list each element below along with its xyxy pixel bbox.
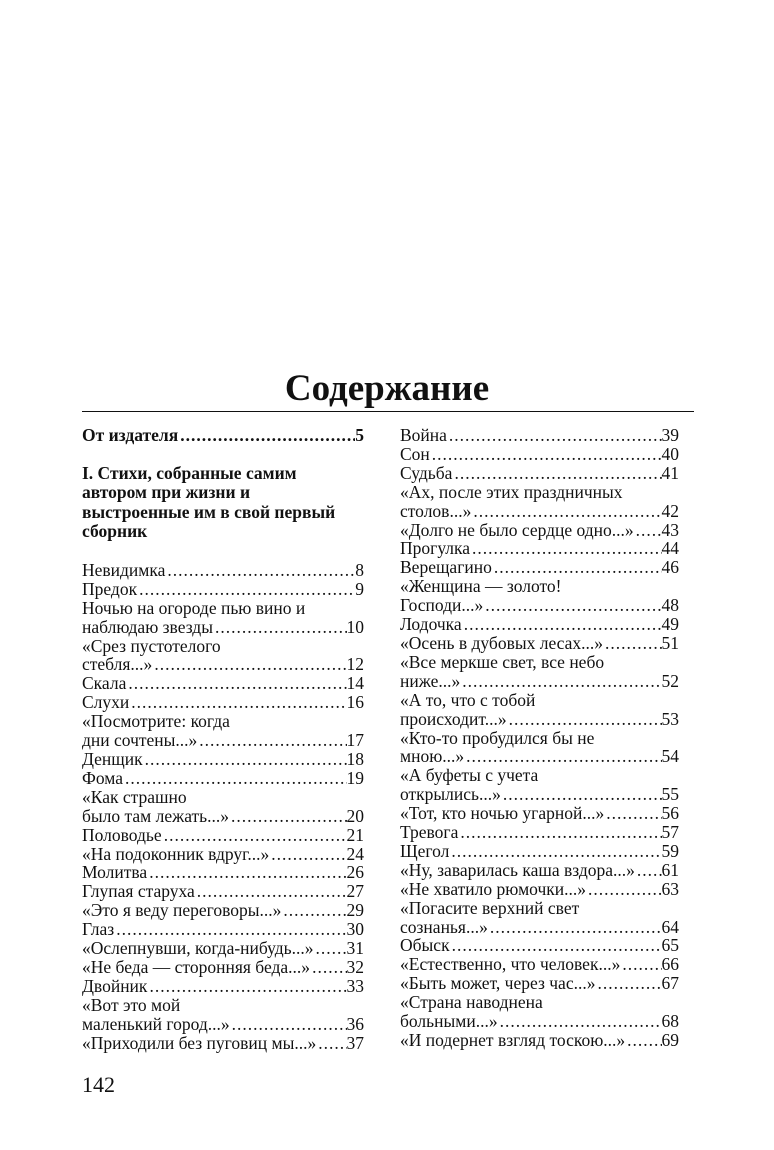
leader-dots [447,426,662,445]
toc-entry-lead: «Все меркше свет, все небо [400,651,605,672]
toc-entry [400,539,679,558]
toc-entry-title: больными...» [400,1011,498,1032]
leader-dots [152,655,346,674]
leader-dots [281,901,346,920]
toc-entry-title: «Ну, заварилась каша вздора...» [400,859,635,880]
toc-entry-page: 20 [346,805,364,826]
toc-entry-title: Денщик [82,748,143,769]
toc-entry [82,580,364,599]
toc-entry-title: столов...» [400,500,472,521]
toc-entry [400,483,679,521]
toc-entry-line [82,580,364,599]
toc-entry [82,561,364,580]
toc-entry-title: «Тот, кто ночью угарной...» [400,803,605,824]
toc-entry-line [400,445,679,464]
toc-entry-page: 24 [346,843,364,864]
leader-dots [430,445,662,464]
toc-entry-page: 31 [346,938,364,959]
toc-entry-title: мною...» [400,746,465,767]
toc-entry-page: 65 [661,935,679,956]
toc-entry-title: Предок [82,578,138,599]
toc-entry-page: 14 [346,673,364,694]
toc-entry-line [82,882,364,901]
leader-dots [462,615,662,634]
leader-dots [230,1015,347,1034]
leader-dots [498,1012,662,1031]
leader-dots [634,521,662,540]
toc-entry [400,936,679,955]
toc-entry-line [82,920,364,939]
toc-entry [400,1031,679,1050]
toc-entry-line [82,939,364,958]
leader-dots [460,672,661,691]
toc-entry [82,826,364,845]
toc-entry [400,445,679,464]
leader-dots [620,955,661,974]
toc-entry-page: 42 [661,500,679,521]
toc-entry-line [82,769,364,788]
toc-entry-title: сознанья...» [400,916,488,937]
toc-entry-lead: «Ах, после этих праздничных [400,481,623,502]
toc-entry-line [82,977,364,996]
toc-entry-page: 32 [346,956,364,977]
toc-entry-title: «Ослепнувши, когда-нибудь...» [82,938,314,959]
toc-entry-lead: «Как страшно [82,786,187,807]
toc-entry-line [400,936,679,955]
toc-entry [400,577,679,615]
toc-entry [82,958,364,977]
toc-entry-page: 54 [661,746,679,767]
toc-entry-page: 5 [355,425,364,445]
toc-entry-title: Судьба [400,462,453,483]
toc-entry [400,899,679,937]
leader-dots [126,674,346,693]
toc-entry-lead: «Погасите верхний свет [400,897,580,918]
toc-entry-page: 19 [346,767,364,788]
leader-dots [129,693,346,712]
toc-entry [400,823,679,842]
toc-entry-page: 51 [661,632,679,653]
toc-entry-lead: «Страна наводнена [400,992,543,1013]
toc-entry-page: 52 [661,670,679,691]
toc-entry-line [400,672,679,691]
leader-dots [471,502,661,521]
leader-dots [483,596,661,615]
toc-entry-lead: Ночью на огороде пью вино и [82,597,306,618]
toc-entry-lead: «Женщина — золото! [400,576,562,597]
toc-entry-line [82,618,364,637]
toc-entry-page: 9 [355,578,364,599]
leader-dots [195,882,347,901]
leader-dots [470,539,661,558]
leader-dots [604,804,661,823]
toc-entry-page: 37 [346,1032,364,1053]
toc-entry [82,863,364,882]
toc-entry-title: От издателя [82,425,179,445]
toc-list-right [400,426,679,1050]
toc-entry-lead: «Кто-то пробудился бы не [400,727,595,748]
leader-dots [458,823,661,842]
leader-dots [310,958,346,977]
leader-dots [501,785,662,804]
leader-dots [314,939,347,958]
toc-entry [82,882,364,901]
toc-entry-page: 69 [661,1030,679,1050]
toc-entry-title: «На подоконник вдруг...» [82,843,270,864]
toc-entry [400,634,679,653]
toc-entry-intro [82,426,364,445]
toc-entry-title: Господи...» [400,595,484,616]
leader-dots [488,918,662,937]
leader-dots [147,977,346,996]
toc-entry-page: 43 [661,519,679,540]
toc-entry-title: стебля...» [82,654,153,675]
toc-entry [82,788,364,826]
toc-entry-title: Тревога [400,822,459,843]
toc-entry-page: 30 [346,919,364,940]
toc-entry-page: 26 [346,862,364,883]
toc-entry-title: Слухи [82,692,130,713]
toc-entry-title: маленький город...» [82,1013,230,1034]
toc-entry-title: дни сочтены...» [82,730,198,751]
toc-entry-lead: «А то, что с тобой [400,689,536,710]
toc-entry-line [400,615,679,634]
toc-entry-line [400,842,679,861]
toc-entry-title: Молитва [82,862,148,883]
toc-entry-title: Лодочка [400,614,462,635]
leader-dots [452,464,661,483]
toc-entry-page: 33 [346,975,364,996]
leader-dots [123,769,347,788]
toc-entry-title: «Не беда — сторонняя беда...» [82,956,311,977]
toc-entry-line [400,521,679,540]
leader-dots [450,936,662,955]
toc-entry-page: 16 [346,692,364,713]
toc-entry [400,766,679,804]
toc-entry-line [400,880,679,899]
leader-dots [492,558,662,577]
toc-entry-title: «И подернет взгляд тоскою...» [400,1030,626,1050]
toc-entry [82,769,364,788]
toc-list-left [82,561,364,1053]
toc-entry-page: 57 [661,822,679,843]
toc-entry-title: Невидимка [82,559,166,580]
toc-entry-line [82,1034,364,1053]
toc-entry [82,637,364,675]
toc-entry-page: 44 [661,538,679,559]
toc-entry [82,996,364,1034]
toc-entry [82,977,364,996]
toc-entry-title: «Быть может, через час...» [400,973,596,994]
toc-entry-line [400,955,679,974]
toc-entry-line [400,1031,679,1050]
toc-entry-page: 10 [346,616,364,637]
toc-entry [82,693,364,712]
toc-entry [400,464,679,483]
toc-entry-page: 68 [661,1011,679,1032]
leader-dots [316,1034,346,1053]
toc-entry-line [400,785,679,804]
toc-entry-title: было там лежать...» [82,805,230,826]
page-title: Содержание [284,368,490,409]
toc-entry-page: 63 [661,878,679,899]
toc-entry-title: «Это я веду переговоры...» [82,900,282,921]
toc-entry-title: Глаз [82,919,115,940]
toc-entry-line [82,958,364,977]
toc-entry-line [82,826,364,845]
toc-entry-line [400,426,679,445]
toc-entry-title: Двойник [82,975,148,996]
leader-dots [147,863,346,882]
toc-entry [82,939,364,958]
toc-entry-line [400,710,679,729]
toc-entry [400,558,679,577]
toc-entry-line [400,974,679,993]
toc-entry-page: 29 [346,900,364,921]
leader-dots [114,920,346,939]
toc-entry-title: «Долго не было сердце одно...» [400,519,634,540]
toc-entry [400,521,679,540]
toc-entry-page: 53 [661,708,679,729]
toc-entry-page: 21 [346,824,364,845]
toc-entry [82,920,364,939]
toc-entry [400,993,679,1031]
toc-entry-page: 17 [346,730,364,751]
toc-entry-page: 48 [661,595,679,616]
leader-dots [507,710,662,729]
toc-entry-line [82,674,364,693]
toc-entry [82,845,364,864]
toc-entry-title: Половодье [82,824,162,845]
toc-entry [400,974,679,993]
toc-entry-lead: «Срез пустотелого [82,635,221,656]
toc-left-column [82,426,364,1052]
toc-entry-line [400,861,679,880]
leader-dots [635,861,662,880]
toc-entry-page: 66 [661,954,679,975]
toc-entry-title: Щегол [400,840,450,861]
toc-entry-line [82,845,364,864]
toc-entry-page: 61 [661,859,679,880]
toc-entry-title: Скала [82,673,127,694]
toc-entry-title: открылись...» [400,784,501,805]
leader-dots [229,807,346,826]
toc-entry-page: 56 [661,803,679,824]
toc-entry [400,955,679,974]
toc-entry [82,674,364,693]
toc-entry-page: 67 [661,973,679,994]
leader-dots [197,731,346,750]
toc-entry-line [82,901,364,920]
leader-dots [269,845,346,864]
toc-entry-title: «Приходили без пуговиц мы...» [82,1032,317,1053]
title-rule [82,411,694,412]
toc-entry-title: «Не хватило рюмочки...» [400,878,587,899]
toc-entry-line [400,1012,679,1031]
toc-entry [82,712,364,750]
toc-entry-line [400,747,679,766]
toc-entry [400,804,679,823]
toc-entry [400,426,679,445]
toc-entry [400,842,679,861]
toc-entry-line [400,464,679,483]
toc-entry-page: 64 [661,916,679,937]
toc-entry-line [82,807,364,826]
toc-entry-title: Сон [400,443,430,464]
toc-entry-line [400,502,679,521]
toc-entry [400,861,679,880]
toc-entry-title: Фома [82,767,123,788]
toc-entry-line [82,731,364,750]
toc-entry-page: 55 [661,784,679,805]
leader-dots [137,580,355,599]
toc-entry [82,901,364,920]
toc-entry [400,729,679,767]
toc-entry-title: происходит...» [400,708,507,729]
toc-entry [400,653,679,691]
toc-entry-title: Верещагино [400,557,492,578]
toc-entry-line [82,561,364,580]
toc-entry-line [400,634,679,653]
toc-entry-line [82,693,364,712]
toc-entry-page: 46 [661,557,679,578]
toc-entry-line [400,558,679,577]
leader-dots [162,826,347,845]
leader-dots [464,747,661,766]
toc-entry-page: 40 [661,443,679,464]
toc-entry [82,750,364,769]
leader-dots [586,880,661,899]
toc-entry-title: Обыск [400,935,450,956]
toc-entry-page: 12 [346,654,364,675]
toc-entry-title: Глупая старуха [82,881,195,902]
leader-dots [178,426,355,445]
toc-right-column [400,426,679,1050]
leader-dots [143,750,347,769]
section-heading: I. Стихи, собранные самим автором при жизни и выстроенные им в свой первый сборник [82,462,336,542]
toc-entry-line [400,804,679,823]
toc-entry [400,880,679,899]
toc-entry-page: 18 [346,748,364,769]
toc-entry-page: 39 [661,425,679,445]
toc-entry-lead: «Вот это мой [82,994,181,1015]
toc-entry [400,691,679,729]
toc-entry-lead: «Посмотрите: когда [82,711,230,732]
leader-dots [449,842,661,861]
toc-entry-title: Война [400,425,447,445]
toc-entry-line [82,1015,364,1034]
leader-dots [625,1031,661,1050]
leader-dots [213,618,347,637]
toc-entry-line [400,596,679,615]
toc-entry-title: «Осень в дубовых лесах...» [400,632,604,653]
toc-entry-line [82,863,364,882]
toc-entry-title: наблюдаю звезды [82,616,213,637]
toc-entry [400,615,679,634]
leader-dots [165,561,355,580]
toc-entry-line [400,539,679,558]
toc-entry-line [400,918,679,937]
toc-entry-page: 59 [661,840,679,861]
toc-entry-line [82,750,364,769]
toc-entry-title: Прогулка [400,538,471,559]
toc-entry [82,599,364,637]
toc-entry-line [82,655,364,674]
toc-entry-page: 49 [661,614,679,635]
toc-entry-page: 27 [346,881,364,902]
toc-entry-title: «Естественно, что человек...» [400,954,621,975]
toc-entry-page: 41 [661,462,679,483]
leader-dots [595,974,661,993]
toc-entry [82,1034,364,1053]
page-number: 142 [82,1072,115,1097]
toc-entry-lead: «А буфеты с учета [400,765,539,786]
toc-entry-title: ниже...» [400,670,461,691]
toc-entry-line [400,823,679,842]
toc-entry-page: 8 [355,559,364,580]
leader-dots [603,634,661,653]
toc-entry-page: 36 [346,1013,364,1034]
